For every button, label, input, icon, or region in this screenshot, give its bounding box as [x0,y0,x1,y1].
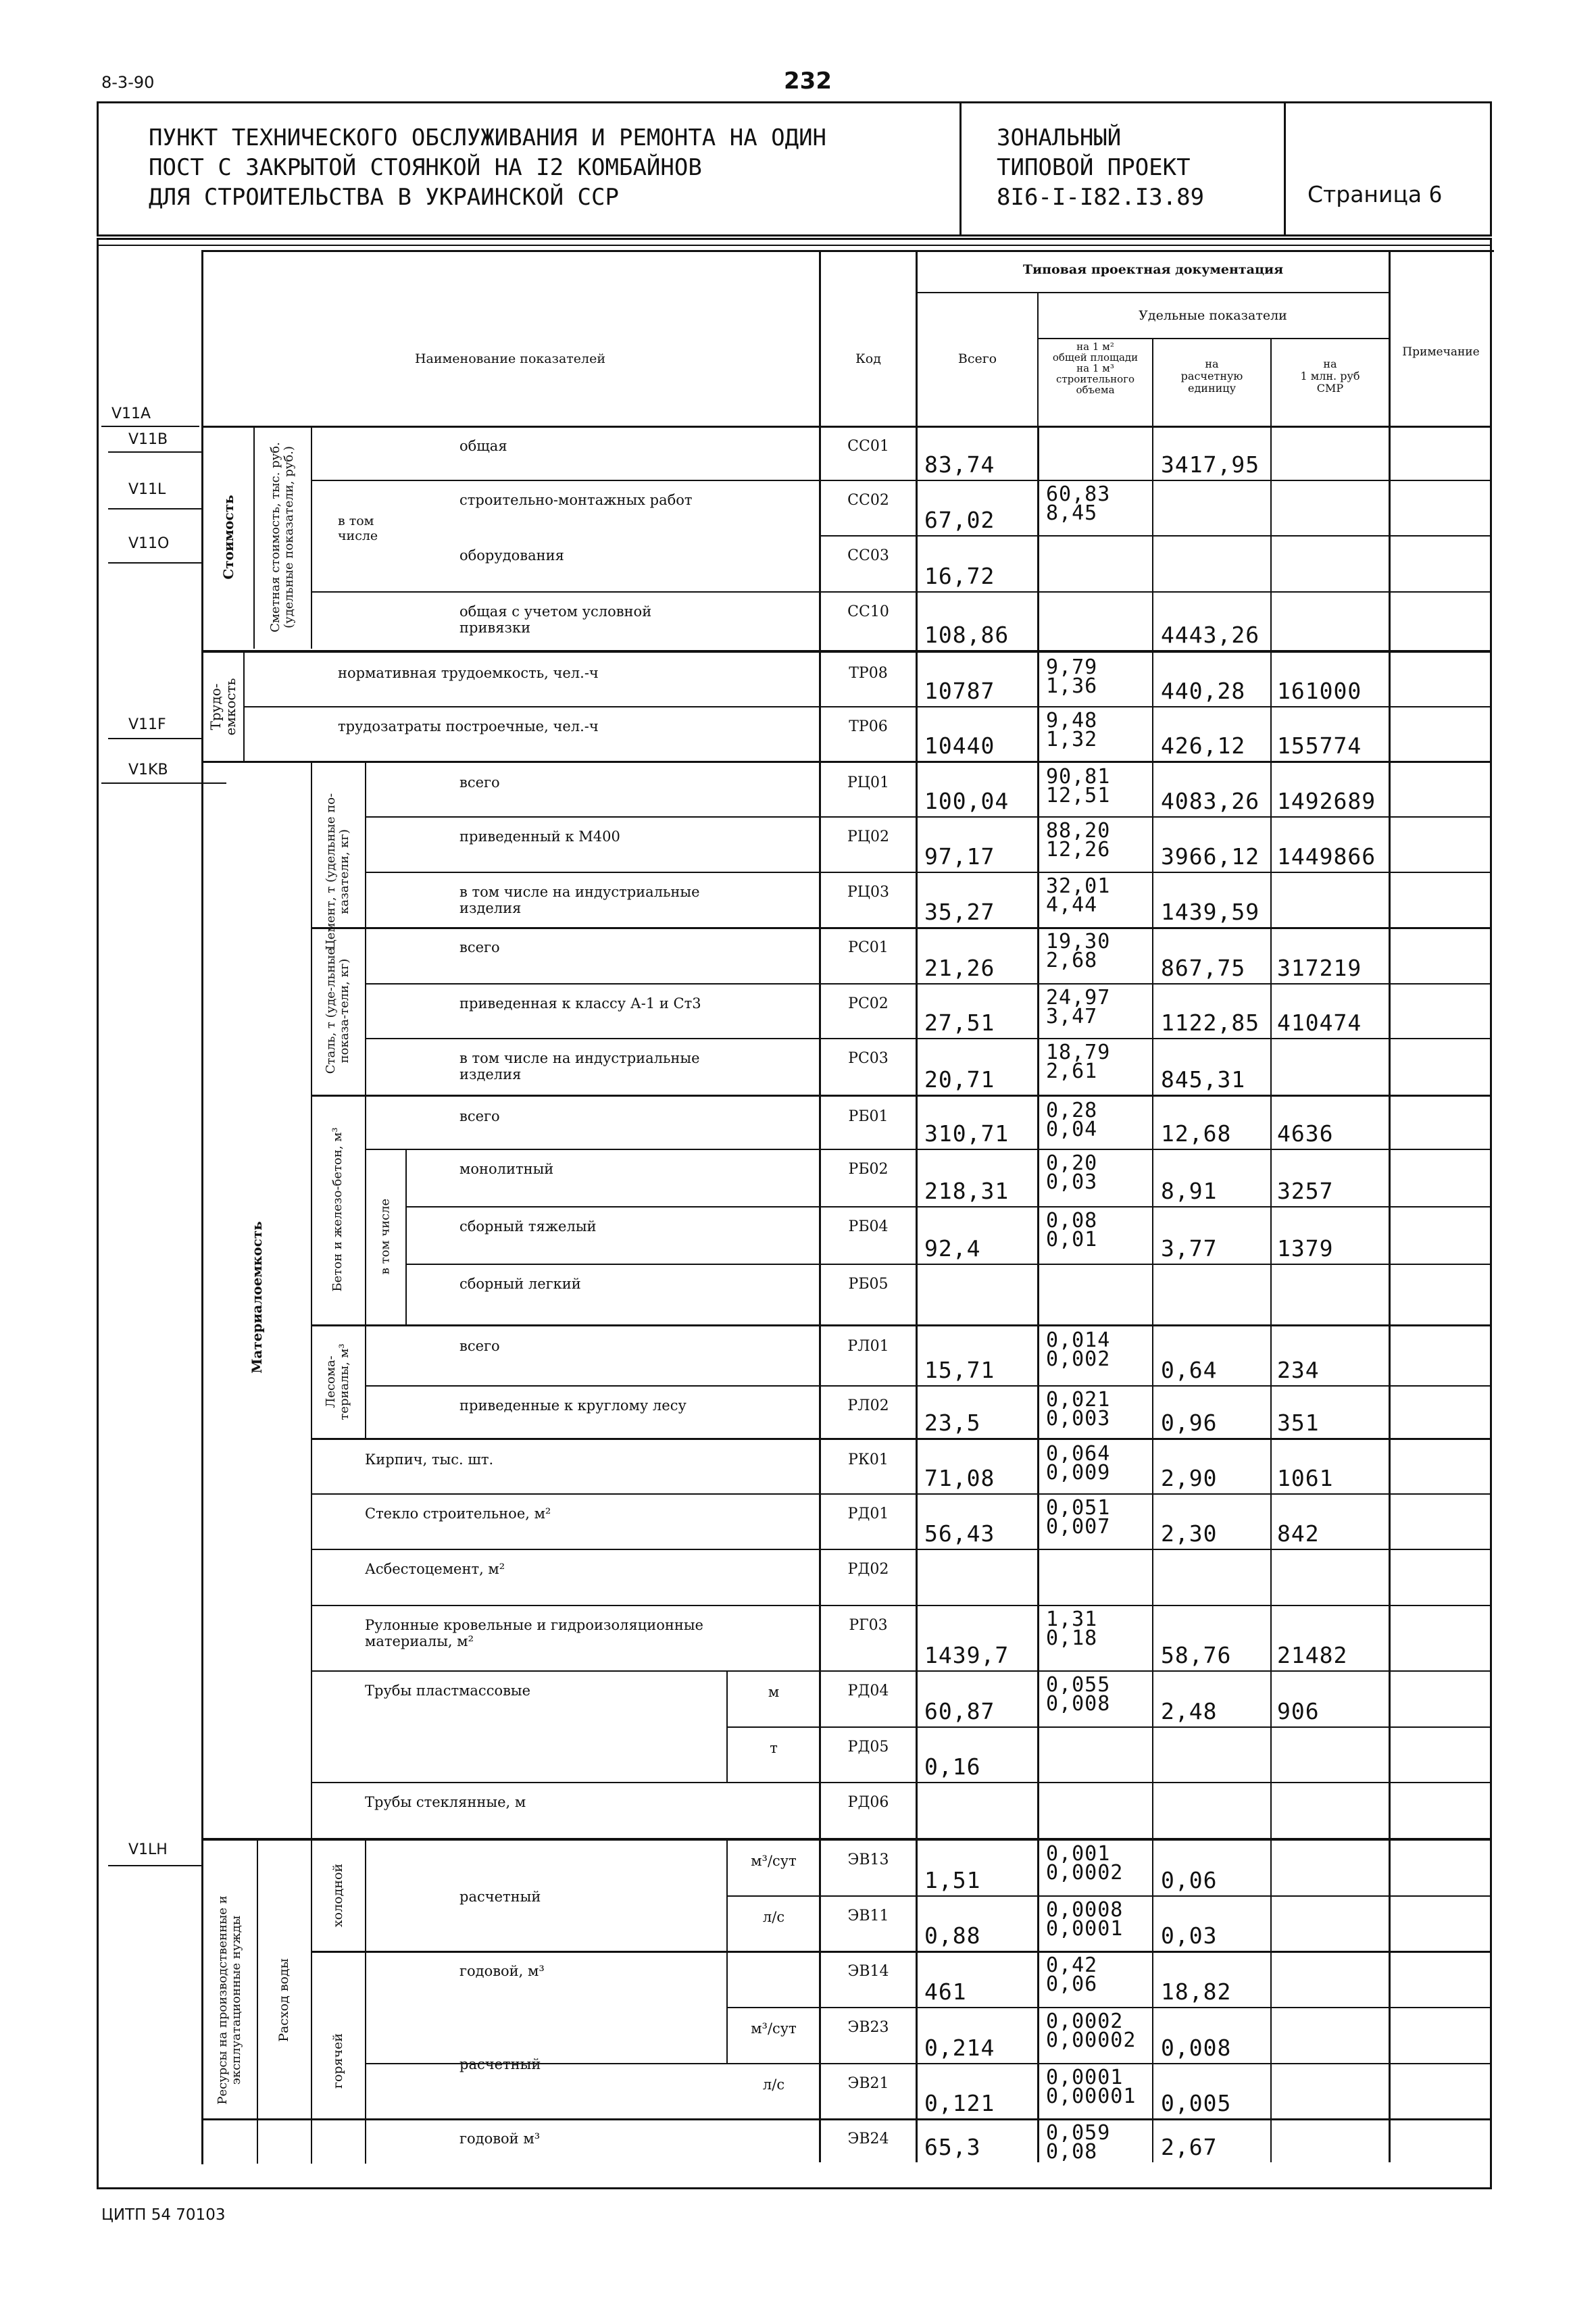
indicator-name: сборный тяжелый [459,1218,597,1235]
value-total: 71,08 [924,1465,995,1491]
value-per-area: 0,055 0,008 [1046,1673,1111,1716]
indicator-name: Кирпич, тыс. шт. [365,1451,494,1468]
indicator-code: ТР06 [849,718,888,735]
value-per-area: 0,08 0,01 [1046,1209,1098,1251]
value-per-mln: 842 [1277,1520,1320,1547]
value-total: 65,3 [924,2134,981,2160]
value-total: 83,74 [924,451,995,478]
value-per-mln: 155774 [1277,732,1362,759]
value-per-area: 0,20 0,03 [1046,1151,1098,1194]
value-per-area: 88,20 12,26 [1046,819,1111,862]
indicator-name: Трубы пластмассовые [365,1683,531,1699]
value-total: 27,51 [924,1010,995,1036]
value-per-area: 18,79 2,61 [1046,1041,1111,1083]
side-mark: V11O [128,535,170,552]
value-total: 1,51 [924,1867,981,1893]
indicator-name: всего [459,774,500,791]
indicator-name: расчетный [459,1889,541,1905]
indicator-code: ЭВ11 [847,1908,889,1924]
value-per-mln: 317219 [1277,955,1362,981]
value-total: 23,5 [924,1410,981,1436]
value-total: 20,71 [924,1066,995,1093]
value-total: 60,87 [924,1698,995,1724]
unit-label: м [768,1684,780,1700]
value-per-mln: 351 [1277,1410,1320,1436]
value-total: 100,04 [924,788,1009,814]
value-per-unit: 426,12 [1161,732,1246,759]
value-per-mln: 1492689 [1277,788,1376,814]
indicator-name: годовой м³ [459,2131,541,2147]
value-per-unit: 2,30 [1161,1520,1218,1547]
value-per-area: 0,0002 0,00002 [1046,2010,1137,2052]
value-per-area: 0,064 0,009 [1046,1442,1111,1485]
indicator-code: РС02 [848,995,889,1012]
indicator-code: СС03 [847,547,889,564]
indicator-code: РЛ01 [847,1338,889,1355]
indicator-name: всего [459,1338,500,1354]
page-number: 232 [784,68,832,95]
value-per-unit: 0,008 [1161,2035,1232,2061]
indicator-code: РБ05 [848,1276,889,1293]
value-per-area: 90,81 12,51 [1046,765,1111,807]
indicator-name: Асбестоцемент, м² [365,1561,505,1577]
value-per-unit: 4083,26 [1161,788,1260,814]
side-mark: V1LH [128,1841,168,1858]
indicator-name: всего [459,939,500,955]
group-labor: Трудо-емкость [207,678,239,736]
value-per-mln: 21482 [1277,1642,1348,1668]
indicator-name: трудозатраты построечные, чел.-ч [338,718,599,735]
value-per-mln: 410474 [1277,1010,1362,1036]
indicator-code: ЭВ23 [847,2019,889,2036]
group-cement: Цемент, т (удельные по-казатели, кг) [324,793,351,951]
unit-label: л/с [762,1909,785,1925]
value-per-mln: 1449866 [1277,843,1376,870]
indicator-code: РС03 [848,1050,889,1067]
value-per-area: 0,021 0,003 [1046,1388,1111,1430]
value-total: 21,26 [924,955,995,981]
indicator-code: ЭВ21 [847,2075,889,2092]
indicator-name: приведенные к круглому лесу [459,1397,687,1414]
side-mark: V11F [128,716,166,733]
value-per-unit: 0,06 [1161,1867,1218,1893]
value-per-area: 0,014 0,002 [1046,1328,1111,1371]
value-per-unit: 2,48 [1161,1698,1218,1724]
value-per-unit: 845,31 [1161,1066,1246,1093]
value-total: 108,86 [924,622,1009,648]
value-total: 92,4 [924,1235,981,1262]
value-per-unit: 3417,95 [1161,451,1260,478]
value-per-unit: 867,75 [1161,955,1246,981]
value-per-area: 0,0001 0,00001 [1046,2066,1137,2108]
header-per-unit: на расчетную единицу [1180,357,1243,395]
value-per-area: 0,42 0,06 [1046,1953,1098,1996]
indicator-name: оборудования [459,547,564,564]
indicator-code: РГ03 [849,1617,888,1634]
unit-label: л/с [762,2076,785,2093]
indicator-code: РЦ03 [847,884,889,901]
value-total: 35,27 [924,899,995,925]
value-total: 1439,7 [924,1642,1009,1668]
unit-label: т [770,1740,778,1756]
indicator-code: РС01 [848,939,889,956]
value-per-area: 32,01 4,44 [1046,874,1111,917]
page-label: Страница 6 [1307,181,1443,207]
value-total: 310,71 [924,1120,1009,1147]
value-per-area: 0,0008 0,0001 [1046,1898,1124,1941]
indicator-code: РБ02 [848,1161,889,1178]
value-per-unit: 0,03 [1161,1922,1218,1949]
group-steel: Сталь, т (уде-льные показа-тели, кг) [324,947,351,1074]
group-water: Расход воды [276,1958,291,2042]
incl-label: в том числе [338,514,378,543]
indicator-name: нормативная трудоемкость, чел.-ч [338,665,599,681]
group-timber: Лесома-териалы, м³ [324,1343,351,1420]
unit-label: м³/сут [751,2020,797,2037]
value-per-unit: 1439,59 [1161,899,1260,925]
indicator-code: ЭВ14 [847,1963,889,1980]
header-docs: Типовая проектная документация [1022,262,1284,277]
indicator-name: Рулонные кровельные и гидроизоляционные материалы, м² [365,1617,703,1649]
group-incl: в том числе [378,1198,393,1275]
value-per-area: 9,48 1,32 [1046,709,1098,751]
indicator-name: Трубы стеклянные, м [365,1794,526,1810]
indicator-code: ЭВ13 [847,1851,889,1868]
indicator-code: РЦ01 [847,774,889,791]
indicator-name: общая [459,438,507,454]
value-per-mln: 3257 [1277,1178,1334,1204]
value-per-area: 0,059 0,08 [1046,2121,1111,2164]
value-total: 461 [924,1978,967,2005]
value-per-unit: 4443,26 [1161,622,1260,648]
value-per-unit: 3,77 [1161,1235,1218,1262]
value-per-unit: 0,64 [1161,1357,1218,1383]
value-total: 0,16 [924,1753,981,1780]
indicator-name: приведенный к М400 [459,828,620,845]
indicator-code: РД04 [847,1683,889,1699]
value-per-unit: 2,67 [1161,2134,1218,2160]
indicator-name: годовой, м³ [459,1963,545,1979]
header-per-mln: на 1 млн. руб СМР [1300,357,1360,395]
value-total: 0,88 [924,1922,981,1949]
header-code: Код [855,351,881,366]
value-total: 0,214 [924,2035,995,2061]
value-per-mln: 161000 [1277,678,1362,704]
value-total: 10787 [924,678,995,704]
value-total: 56,43 [924,1520,995,1547]
value-per-unit: 8,91 [1161,1178,1218,1204]
indicator-name: расчетный [459,2056,541,2072]
indicator-code: РД02 [847,1561,889,1578]
value-per-unit: 3966,12 [1161,843,1260,870]
indicator-code: РБ01 [848,1108,889,1125]
group-cost: Стоимость [220,495,236,580]
indicator-name: всего [459,1108,500,1124]
value-per-unit: 0,005 [1161,2090,1232,2116]
side-mark: V11B [128,431,168,448]
project-code: ЗОНАЛЬНЫЙ ТИПОВОЙ ПРОЕКТ 8I6-I-I82.I3.89 [997,124,1205,211]
indicator-code: СС02 [847,492,889,509]
header-name: Наименование показателей [414,351,606,366]
indicator-name: в том числе на индустриальные изделия [459,1050,700,1082]
group-cold: холодной [330,1863,345,1928]
indicator-code: РЛ02 [847,1397,889,1414]
value-total: 16,72 [924,563,995,589]
indicator-name: общая с учетом условной привязки [459,603,652,636]
header-specific: Удельные показатели [1139,308,1287,323]
value-per-unit: 0,96 [1161,1410,1218,1436]
value-per-unit: 12,68 [1161,1120,1232,1147]
indicator-code: РД05 [847,1739,889,1756]
indicator-name: строительно-монтажных работ [459,492,693,508]
unit-label: м³/сут [751,1853,797,1869]
value-per-mln: 234 [1277,1357,1320,1383]
doc-date: 8-3-90 [101,73,155,92]
value-per-area: 60,83 8,45 [1046,482,1111,525]
value-per-unit: 1122,85 [1161,1010,1260,1036]
group-resources: Ресурсы на производственные и эксплуатационные нужды [216,1895,243,2105]
value-per-unit: 440,28 [1161,678,1246,704]
value-per-unit: 18,82 [1161,1978,1232,2005]
value-per-area: 9,79 1,36 [1046,655,1098,698]
indicator-code: ТР08 [849,665,888,682]
header-per-area: на 1 м² общей площади на 1 м³ строительного объема [1052,341,1139,396]
value-total: 67,02 [924,507,995,533]
group-cost-sub: Сметная стоимость, тыс. руб. (удельные показатели, руб.) [268,442,296,632]
indicator-name: сборный легкий [459,1276,581,1292]
value-per-unit: 58,76 [1161,1642,1232,1668]
value-per-mln: 1379 [1277,1235,1334,1262]
indicator-name: приведенная к классу А-1 и Ст3 [459,995,701,1012]
value-per-area: 0,28 0,04 [1046,1099,1098,1141]
header-total: Всего [957,351,997,366]
value-total: 15,71 [924,1357,995,1383]
value-per-area: 19,30 2,68 [1046,930,1111,972]
indicator-code: РК01 [848,1451,889,1468]
group-hot: горячей [330,2033,345,2089]
indicator-name: в том числе на индустриальные изделия [459,884,700,916]
indicator-name: Стекло строительное, м² [365,1505,551,1522]
document-title: ПУНКТ ТЕХНИЧЕСКОГО ОБСЛУЖИВАНИЯ И РЕМОНТА НА ОДИН ПОСТ С ЗАКРЫТОЙ СТОЯНКОЙ НА I2 КОМБАЙНОВ ДЛЯ СТРОИТЕЛЬСТВА В УКРАИНСКОЙ ССР [149,124,827,211]
side-mark: V11L [128,481,166,498]
value-total: 0,121 [924,2090,995,2116]
value-per-area: 24,97 3,47 [1046,986,1111,1028]
indicator-code: РЦ02 [847,828,889,845]
indicator-code: СС10 [847,603,889,620]
value-total: 218,31 [924,1178,1009,1204]
indicator-code: РД06 [847,1794,889,1811]
group-material: Материалоемкость [249,1221,265,1374]
value-per-mln: 1061 [1277,1465,1334,1491]
group-concrete: Бетон и железо-бетон, м³ [330,1127,345,1292]
value-per-mln: 4636 [1277,1120,1334,1147]
header-note: Примечание [1402,345,1480,359]
indicator-code: СС01 [847,438,889,455]
side-mark: V1KB [128,762,168,778]
indicator-code: РБ04 [848,1218,889,1235]
indicator-code: ЭВ24 [847,2131,889,2147]
value-per-unit: 2,90 [1161,1465,1218,1491]
value-per-area: 0,051 0,007 [1046,1496,1111,1539]
value-per-area: 0,001 0,0002 [1046,1842,1124,1885]
indicator-name: монолитный [459,1161,554,1177]
value-per-mln: 906 [1277,1698,1320,1724]
footer-code: ЦИТП 54 70103 [101,2206,226,2224]
value-per-area: 1,31 0,18 [1046,1608,1098,1650]
value-total: 97,17 [924,843,995,870]
indicator-code: РД01 [847,1505,889,1522]
side-mark: V11A [111,405,151,422]
value-total: 10440 [924,732,995,759]
